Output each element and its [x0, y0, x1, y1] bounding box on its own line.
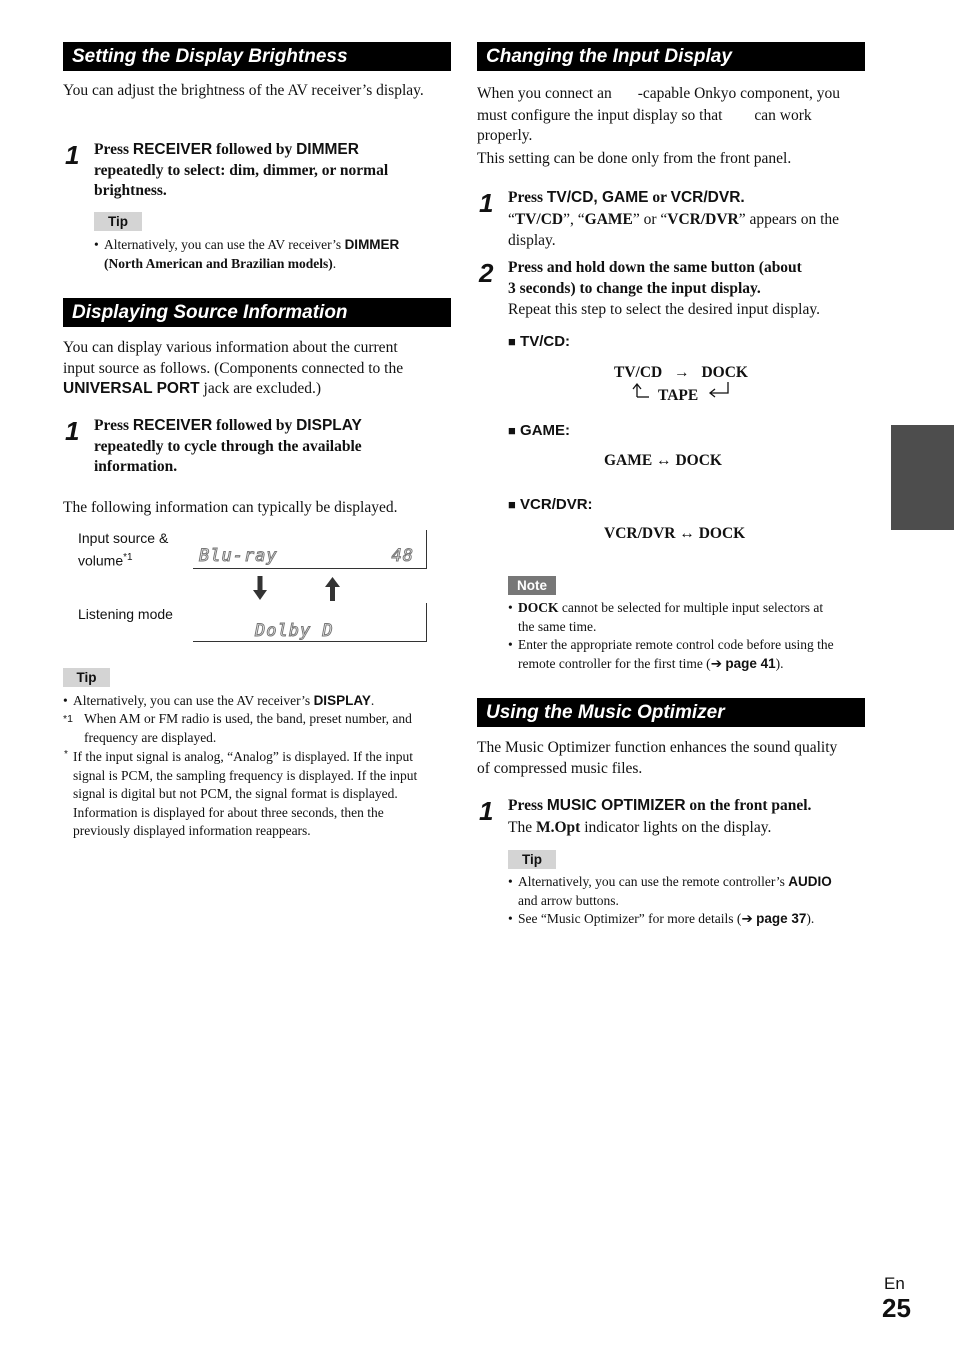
step-number: 1 — [479, 188, 494, 218]
return-arrow-left-icon — [708, 381, 732, 399]
tip-label: Tip — [508, 850, 556, 869]
chapter-side-tab — [891, 425, 954, 530]
step-number: 1 — [65, 416, 80, 446]
tvcd-sequence-tape: TAPE — [658, 387, 699, 404]
subheading-game: ■ GAME: — [508, 422, 571, 439]
section-heading-source-info: Displaying Source Information — [63, 298, 451, 327]
page-number: 25 — [882, 1293, 911, 1323]
page-ref-arrow-icon: ➔ — [710, 655, 722, 671]
footnote-1: *1 When AM or FM radio is used, the band, preset number, and frequency are displayed. — [63, 711, 412, 745]
return-arrow-up-icon — [632, 382, 652, 400]
input-display-step-1: Press TV/CD, GAME or VCR/DVR. — [508, 189, 745, 206]
tip-label: Tip — [94, 212, 142, 231]
music-optimizer-tip-2: • See “Music Optimizer” for more details (➔ page 37). — [508, 911, 815, 926]
music-optimizer-tip-1: • Alternatively, you can use the remote controller’s AUDIO and arrow buttons. — [508, 874, 832, 908]
note-item-2: • Enter the appropriate remote control code before using the remote controller for the first time (➔ page 41). — [508, 637, 834, 671]
game-sequence: GAME ↔ DOCK — [604, 452, 722, 469]
page-ref-arrow-icon: ➔ — [741, 911, 753, 926]
brightness-tip-item: • Alternatively, you can use the AV receiver’s DIMMER (North American and Brazilian models). — [94, 237, 400, 271]
lcd-display-input: Blu-ray 48 — [193, 530, 427, 569]
music-optimizer-step-1: Press MUSIC OPTIMIZER on the front panel. — [508, 797, 812, 814]
subheading-vcrdvr: ■ VCR/DVR: — [508, 496, 593, 513]
figure-label-listening-mode: Listening mode — [78, 606, 173, 622]
step-number: 1 — [65, 140, 80, 170]
step-number: 2 — [479, 258, 494, 288]
section-heading-input-display: Changing the Input Display — [477, 42, 865, 71]
tip-label: Tip — [63, 668, 110, 687]
footnote-2: * If the input signal is analog, “Analog” is displayed. If the input signal is PCM, the sampling frequency is displayed. If the input signal is digital but not PCM, the signal format is displayed. Information is displayed for about three seconds, then the previously displayed information reappears. — [64, 749, 418, 838]
input-display-step-2-desc: Repeat this step to select the desired input display. — [508, 301, 820, 318]
step-number: 1 — [479, 796, 494, 826]
source-info-tip-item: • Alternatively, you can use the AV receiver’s DISPLAY. — [63, 693, 375, 708]
music-optimizer-intro: The Music Optimizer function enhances the sound quality of compressed music files. — [477, 739, 838, 777]
input-display-step-1-desc: “TV/CD”, “GAME” or “VCR/DVR” appears on the display. — [508, 211, 840, 249]
music-optimizer-step-1-desc: The M.Opt indicator lights on the display. — [508, 819, 772, 836]
following-info-text: The following information can typically be displayed. — [63, 499, 398, 516]
tvcd-sequence: TV/CD → DOCK — [614, 364, 748, 381]
input-display-intro: When you connect an -capable Onkyo component, you must configure the input display so that can work properly. This setting can be done only from the front panel. — [477, 85, 841, 167]
source-info-intro: You can display various information about the current input source as follows. (Components connected to the UNIVERSAL PORT jack are excluded.) — [63, 339, 404, 397]
subheading-tvcd: ■ TV/CD: — [508, 333, 571, 350]
brightness-step-1: Press RECEIVER followed by DIMMER repeatedly to select: dim, dimmer, or normal brightness. — [94, 141, 389, 199]
language-label: En — [884, 1274, 905, 1293]
source-info-step-1: Press RECEIVER followed by DISPLAY repeatedly to cycle through the available information. — [94, 417, 362, 475]
note-item-1: • DOCK cannot be selected for multiple input selectors at the same time. — [508, 600, 824, 634]
figure-label-input-source: Input source & volume$^{*1}$ — [78, 530, 169, 569]
cycle-arrows-icon — [250, 576, 350, 602]
section-heading-music-optimizer: Using the Music Optimizer — [477, 698, 865, 727]
section-heading-brightness: Setting the Display Brightness — [63, 42, 451, 71]
note-label: Note — [508, 576, 556, 595]
input-display-step-2: Press and hold down the same button (about 3 seconds) to change the input display. — [508, 259, 802, 297]
brightness-intro: You can adjust the brightness of the AV receiver’s display. — [63, 82, 424, 99]
vcrdvr-sequence: VCR/DVR ↔ DOCK — [604, 525, 746, 542]
lcd-display-mode: Dolby D — [193, 603, 427, 642]
